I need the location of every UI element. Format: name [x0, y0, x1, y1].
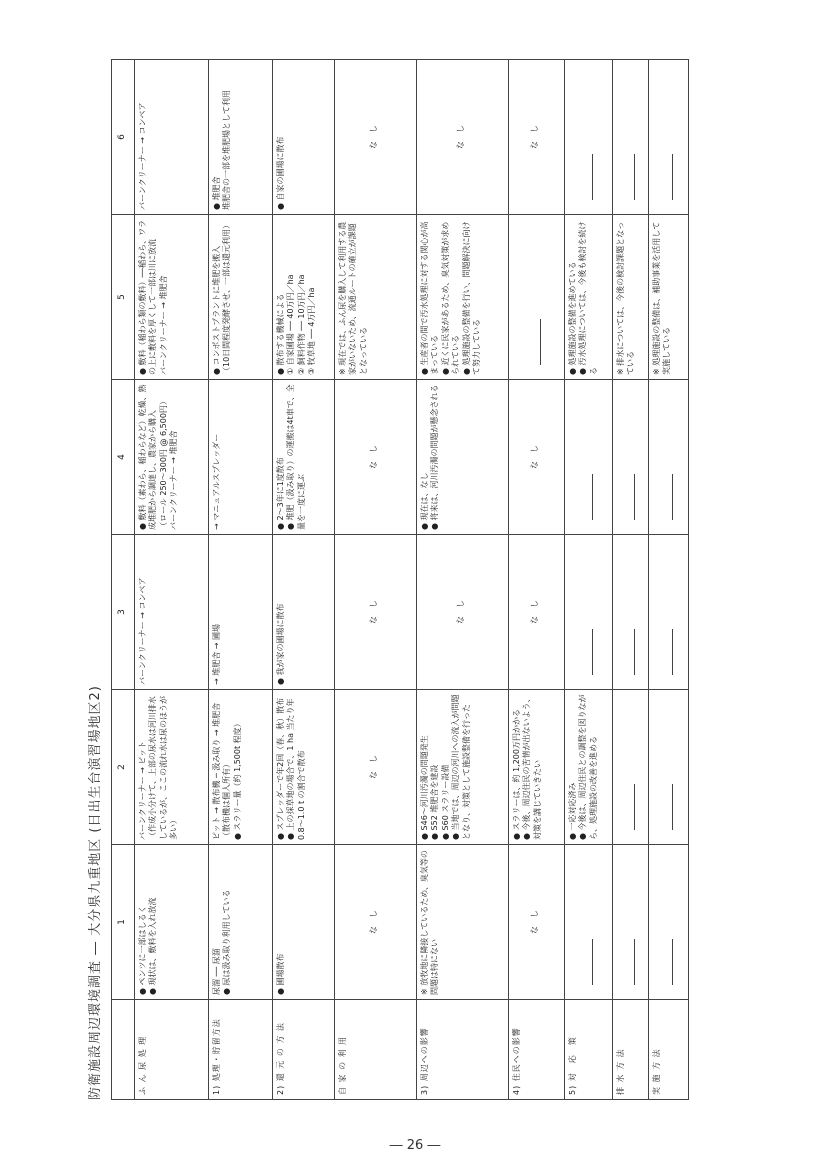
cell-text: な し	[368, 755, 378, 779]
cell-text: ※ 現在では、ふん尿を購入して利用する農家がいないため、流通ルートの確立が課題となっている	[338, 221, 368, 375]
table-cell	[209, 380, 273, 535]
table-row	[565, 60, 613, 1100]
empty-dash	[592, 154, 593, 200]
empty-dash	[672, 939, 673, 985]
table-cell	[273, 380, 335, 535]
column-header	[112, 1000, 135, 1100]
cell-text: ※ 処理施設の整備は、補助事業を活用して実施している	[652, 221, 672, 375]
table-row	[613, 60, 649, 1100]
row-label: 4) 住民への影響	[509, 1000, 565, 1100]
row-label: 5) 対 応 策	[565, 1000, 613, 1100]
cell-text: ● 生産者の間で汚水処理に対する関心が高まっている ● 近くに民家があるため、臭気対策が求められている ● 処理施設の整備を行い、問題解決に向けて努力している	[420, 221, 481, 375]
table-cell	[417, 845, 509, 1000]
table-row	[273, 60, 335, 1100]
empty-dash	[540, 319, 541, 365]
table-cell	[417, 690, 509, 845]
row-label: 自 家 の 利 用	[335, 1000, 417, 1100]
table-cell	[273, 215, 335, 380]
row-label: 3) 周辺への影響	[417, 1000, 509, 1100]
row-label: ふ ん 尿 処 理	[135, 1000, 209, 1100]
empty-dash	[592, 474, 593, 520]
table-cell	[649, 535, 689, 690]
empty-dash	[672, 154, 673, 200]
table-cell	[273, 690, 335, 845]
column-header: 1	[112, 845, 135, 1000]
table-header-row	[112, 60, 135, 1100]
table-cell	[417, 535, 509, 690]
cell-text: ● 一応対応済み ● 今後は、周辺住民との調整を図りながら、処理施設の改善を進める	[568, 694, 598, 840]
cell-text: バーンクリーナー → ピット （作成小分けて、上部の尿水は河川排水しているが、ここの流れ水は尿のほうが多い）	[138, 696, 179, 840]
table-cell	[209, 690, 273, 845]
table-cell	[649, 60, 689, 215]
cell-text: ● コンポストプラントに堆肥を搬入 （10日間程度発酵させ、一部は還元利用）	[212, 221, 232, 375]
cell-text: バーンクリーナー → コンベア	[138, 102, 147, 210]
table-row	[417, 60, 509, 1100]
table-cell	[613, 215, 649, 380]
table-cell	[135, 845, 209, 1000]
cell-text: ● 我が家の圃場に散布	[276, 603, 285, 685]
table-cell	[417, 60, 509, 215]
cell-text: な し	[529, 910, 539, 934]
table-cell	[509, 845, 565, 1000]
table-cell	[509, 215, 565, 380]
empty-dash	[672, 474, 673, 520]
table-cell	[335, 535, 417, 690]
survey-table	[111, 59, 689, 1100]
empty-dash	[634, 784, 635, 830]
table-cell	[417, 215, 509, 380]
table-cell	[613, 690, 649, 845]
cell-text: ● 敷料（稲わら類の敷料）──稲わら、ワラの上に敷料を厚くして一部は川に放流 バーンクリーナー → 堆肥舎	[138, 219, 168, 375]
table-body	[135, 60, 689, 1100]
row-label: 実 施 方 法	[649, 1000, 689, 1100]
page-number: ― 26 ―	[389, 1138, 441, 1153]
cell-text: な し	[368, 445, 378, 469]
table-cell	[209, 60, 273, 215]
cell-text: → マニュアルスプレッダー	[212, 433, 221, 530]
table-row	[335, 60, 417, 1100]
table-cell	[565, 535, 613, 690]
cell-text: な し	[455, 600, 465, 624]
table-cell	[273, 535, 335, 690]
table-cell	[649, 215, 689, 380]
cell-text: な し	[368, 910, 378, 934]
table-cell	[565, 215, 613, 380]
table-row	[209, 60, 273, 1100]
rotated-landscape-table	[85, 60, 780, 1100]
cell-text: ● 散布する機械による ① 自家圃場 ── 40万円／ha ② 飼料作物 ── 10万円／ha ③ 牧草地 ── 4万円／ha	[276, 274, 317, 375]
empty-dash	[634, 939, 635, 985]
column-header: 6	[112, 60, 135, 215]
table-cell	[135, 215, 209, 380]
table-row	[509, 60, 565, 1100]
table-cell	[135, 380, 209, 535]
table-cell	[335, 380, 417, 535]
empty-dash	[592, 629, 593, 675]
cell-text: → 堆肥舎 → 圃場	[212, 623, 221, 685]
table-cell	[565, 60, 613, 215]
table-cell	[613, 60, 649, 215]
column-header: 2	[112, 690, 135, 845]
cell-text: 尿溜 ── 尿溜 ● 尿は汲み取り利用している	[212, 889, 232, 995]
table-cell	[135, 690, 209, 845]
cell-text: ● S46～河川汚濁の問題発生 ● S52 堆肥舎を建設 ● S60 スラリー設備 ● 当地では、周辺の河川への流入が問題となり、対策として施設整備を行った	[420, 694, 471, 840]
table-cell	[509, 60, 565, 215]
table-row	[649, 60, 689, 1100]
table-cell	[649, 845, 689, 1000]
cell-text: な し	[368, 125, 378, 149]
table-row	[135, 60, 209, 1100]
cell-text: ※ 排水については、今後の検討課題となっている	[616, 221, 636, 375]
table-cell	[209, 535, 273, 690]
cell-text: な し	[455, 125, 465, 149]
cell-text: バーンクリーナー → コンベア	[138, 577, 147, 685]
cell-text: ● 2〜3年に1度散布 ● 堆肥（汲み取り）の運搬は4t車で、全量を一度に運ぶ	[276, 384, 306, 530]
table-cell	[565, 690, 613, 845]
cell-text: ● ペンツに一部はしるく ● 現状は、敷料を入れ放流	[138, 897, 158, 995]
table-cell	[209, 845, 273, 1000]
cell-text: ● 堆肥舎 堆肥舎の一部を堆肥場として利用	[212, 90, 232, 210]
cell-text: な し	[529, 445, 539, 469]
table-cell	[649, 380, 689, 535]
table-cell	[613, 845, 649, 1000]
empty-dash	[634, 474, 635, 520]
table-cell	[649, 690, 689, 845]
cell-text: ● 敷料（素わら、稲わらなど）乾燥、熟成堆肥から調達し、農家から購入 （ロール 250〜300円 @ 6,500円） バーンクリーナー → 堆肥舎	[138, 384, 179, 530]
table-cell	[335, 215, 417, 380]
table-cell	[509, 690, 565, 845]
table-cell	[335, 60, 417, 215]
row-label: 排 水 方 法	[613, 1000, 649, 1100]
table-cell	[613, 380, 649, 535]
table-cell	[273, 845, 335, 1000]
row-label: 1) 処理・貯留方法	[209, 1000, 273, 1100]
cell-text: ● 現在は、なし ● 将来は、河川汚濁の問題が懸念される	[420, 384, 440, 530]
cell-text: ● 処理施設の整備を進めている ● 汚水処理については、今後も検討を続ける	[568, 221, 598, 375]
table-cell	[613, 535, 649, 690]
cell-text: ● 自家の圃場に散布	[276, 136, 285, 210]
column-header: 3	[112, 535, 135, 690]
cell-text: ※ 放牧地に隣接しているため、臭気等の問題は特にない	[420, 850, 440, 995]
empty-dash	[672, 629, 673, 675]
table-cell	[417, 380, 509, 535]
table-cell	[335, 845, 417, 1000]
empty-dash	[634, 154, 635, 200]
page-title: 防衛施設周辺環境調査 ― 大分県九重地区 (日出生台演習場地区2)	[88, 685, 103, 1100]
table-cell	[273, 60, 335, 215]
table-cell	[135, 60, 209, 215]
table-cell	[565, 380, 613, 535]
column-header: 4	[112, 380, 135, 535]
cell-text: な し	[529, 600, 539, 624]
table-cell	[335, 690, 417, 845]
column-header: 5	[112, 215, 135, 380]
cell-text: ● 圃場散布	[276, 953, 285, 995]
cell-text: ピット → 散布機 ─ 汲み取り → 堆肥舎 （散布機は個人所有） ● スラリー量（約 1,500t 程度）	[212, 702, 242, 840]
table-cell	[565, 845, 613, 1000]
empty-dash	[672, 784, 673, 830]
table-cell	[509, 380, 565, 535]
empty-dash	[634, 629, 635, 675]
table-cell	[209, 215, 273, 380]
cell-text: ● スラリーは、約 1,200万円かかる ● 今後、周辺住民の苦情が出ないよう、対策を講じていきたい	[512, 694, 542, 840]
empty-dash	[592, 939, 593, 985]
cell-text: な し	[368, 600, 378, 624]
row-label: 2) 還 元 の 方 法	[273, 1000, 335, 1100]
cell-text: な し	[529, 125, 539, 149]
cell-text: ● スプレッダーで年2回（春、秋）散布 ● 上の採草地の場合で、1 ha 当たり年 0.8〜1.0 t の割合で散布	[276, 697, 306, 840]
table-cell	[135, 535, 209, 690]
table-cell	[509, 535, 565, 690]
